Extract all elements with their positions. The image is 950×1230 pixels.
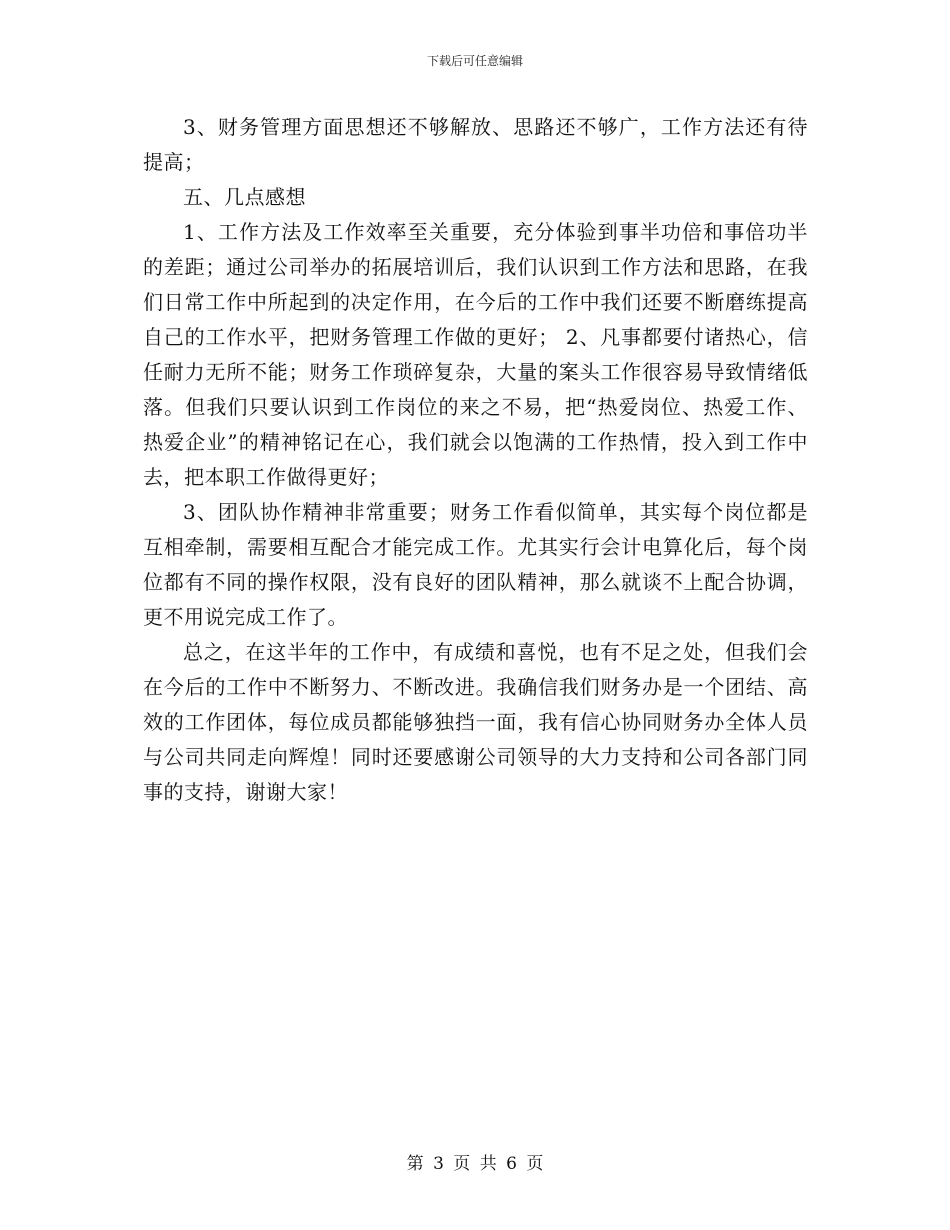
section-heading-reflections: 五、几点感想 <box>183 185 306 209</box>
paragraph-reflection-1-2: 1、工作方法及工作效率至关重要，充分体验到事半功倍和事倍功半的差距；通过公司举办的拓展培训后，我们认识到工作方法和思路，在我们日常工作中所起到的决定作用，在今后的工作中我们还要不断磨练提高自己的工作水平，把财务管理工作做的更好； 2、凡事都要付诸热心，信任耐力无所不能；财务工作琐碎复杂，大量的案头工作很容易导致情绪低落。但我们只要认识到工作岗位的来之不易，把“热爱岗位、热爱工作、热爱企业”的精神铭记在心，我们就会以饱满的工作热情，投入到工作中去，把本职工作做得更好； <box>143 220 808 489</box>
paragraph-conclusion: 总之，在这半年的工作中，有成绩和喜悦，也有不足之处，但我们会在今后的工作中不断努力、不断改进。我确信我们财务办是一个团结、高效的工作团体，每位成员都能够独挡一面，我有信心协同财务办全体人员与公司共同走向辉煌！同时还要感谢公司领导的大力支持和公司各部门同事的支持，谢谢大家！ <box>143 640 808 804</box>
document-body <box>143 110 808 810</box>
page-header-note: 下载后可任意编辑 <box>426 54 523 68</box>
paragraph-shortcoming-3: 3、财务管理方面思想还不够解放、思路还不够广，工作方法还有待提高； <box>143 115 808 174</box>
paragraph-reflection-3: 3、团队协作精神非常重要；财务工作看似简单，其实每个岗位都是互相牵制，需要相互配合才能完成工作。尤其实行会计电算化后，每个岗位都有不同的操作权限，没有良好的团队精神，那么就谈不上配合协调，更不用说完成工作了。 <box>143 500 808 629</box>
page-number: 第 3 页 共 6 页 <box>406 1154 544 1174</box>
